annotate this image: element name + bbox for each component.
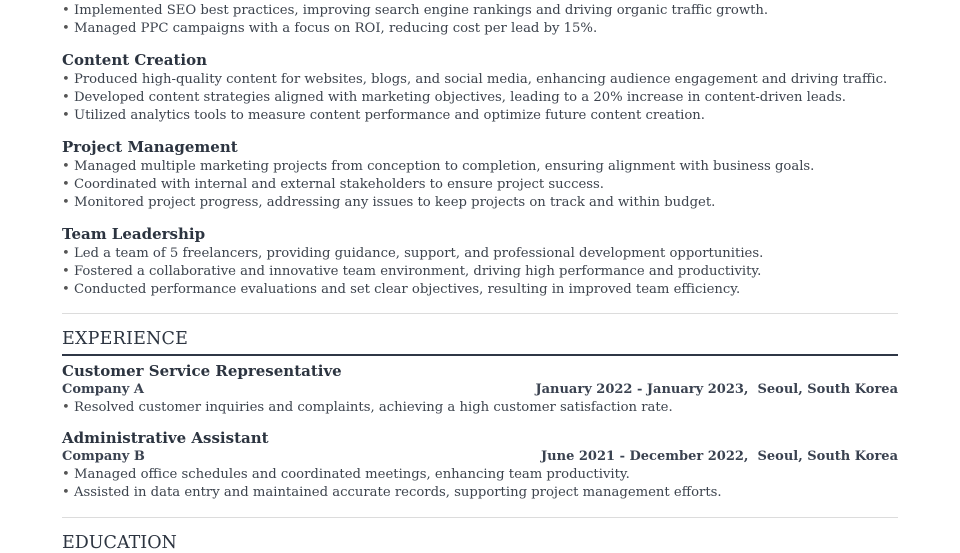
job-entry: [62, 362, 898, 417]
skill-title: Project Management: [62, 138, 238, 156]
bullet-item: • Fostered a collaborative and innovative team environment, driving high performance and productivity.: [62, 263, 898, 281]
skill-block-content-creation: [62, 51, 898, 125]
skill-block-team-leadership: [62, 225, 898, 299]
bullet-item: • Produced high-quality content for websites, blogs, and social media, enhancing audience engagement and driving traffic.: [62, 71, 898, 89]
bullet-item: • Conducted performance evaluations and set clear objectives, resulting in improved team efficiency.: [62, 281, 898, 299]
bullet-item: • Assisted in data entry and maintained accurate records, supporting project management efforts.: [62, 484, 898, 502]
job-dates: June 2021 - December 2022: [541, 449, 744, 464]
bullet-item: • Utilized analytics tools to measure content performance and optimize future content creation.: [62, 107, 898, 125]
resume-page: [62, 0, 898, 553]
job-row: [62, 381, 898, 399]
bullet-item: • Monitored project progress, addressing any issues to keep projects on track and within budget.: [62, 194, 898, 212]
job-location: Seoul, South Korea: [757, 449, 898, 464]
bullet-item: • Led a team of 5 freelancers, providing guidance, support, and professional development opportunities.: [62, 245, 898, 263]
job-dates: January 2022 - January 2023: [535, 382, 744, 397]
job-title: Administrative Assistant: [62, 429, 269, 447]
section-divider: [62, 313, 898, 314]
job-title: Customer Service Representative: [62, 362, 342, 380]
bullet-item: • Developed content strategies aligned with marketing objectives, leading to a 20% increase in content-driven leads.: [62, 89, 898, 107]
experience-heading: EXPERIENCE: [62, 329, 898, 356]
section-divider: [62, 517, 898, 518]
bullet-item: • Resolved customer inquiries and complaints, achieving a high customer satisfaction rate.: [62, 399, 898, 417]
company-name: Company A: [62, 382, 144, 397]
job-location: Seoul, South Korea: [757, 382, 898, 397]
bullet-item: • Managed office schedules and coordinated meetings, enhancing team productivity.: [62, 466, 898, 484]
job-entry: [62, 429, 898, 502]
bullet-item: • Coordinated with internal and external stakeholders to ensure project success.: [62, 176, 898, 194]
company-name: Company B: [62, 449, 145, 464]
skill-top-bullets: [62, 2, 898, 38]
skill-title: Team Leadership: [62, 225, 206, 243]
job-row: [62, 448, 898, 466]
job-meta: January 2022 - January 2023, Seoul, South Korea: [535, 382, 898, 397]
job-meta: June 2021 - December 2022, Seoul, South Korea: [541, 449, 898, 464]
bullet-item: • Managed PPC campaigns with a focus on ROI, reducing cost per lead by 15%.: [62, 20, 898, 38]
bullet-item: • Implemented SEO best practices, improving search engine rankings and driving organic traffic growth.: [62, 2, 898, 20]
skill-title: Content Creation: [62, 51, 208, 69]
bullet-item: • Managed multiple marketing projects from conception to completion, ensuring alignment with business goals.: [62, 158, 898, 176]
education-heading: EDUCATION: [62, 533, 177, 553]
skill-block-project-management: [62, 138, 898, 212]
